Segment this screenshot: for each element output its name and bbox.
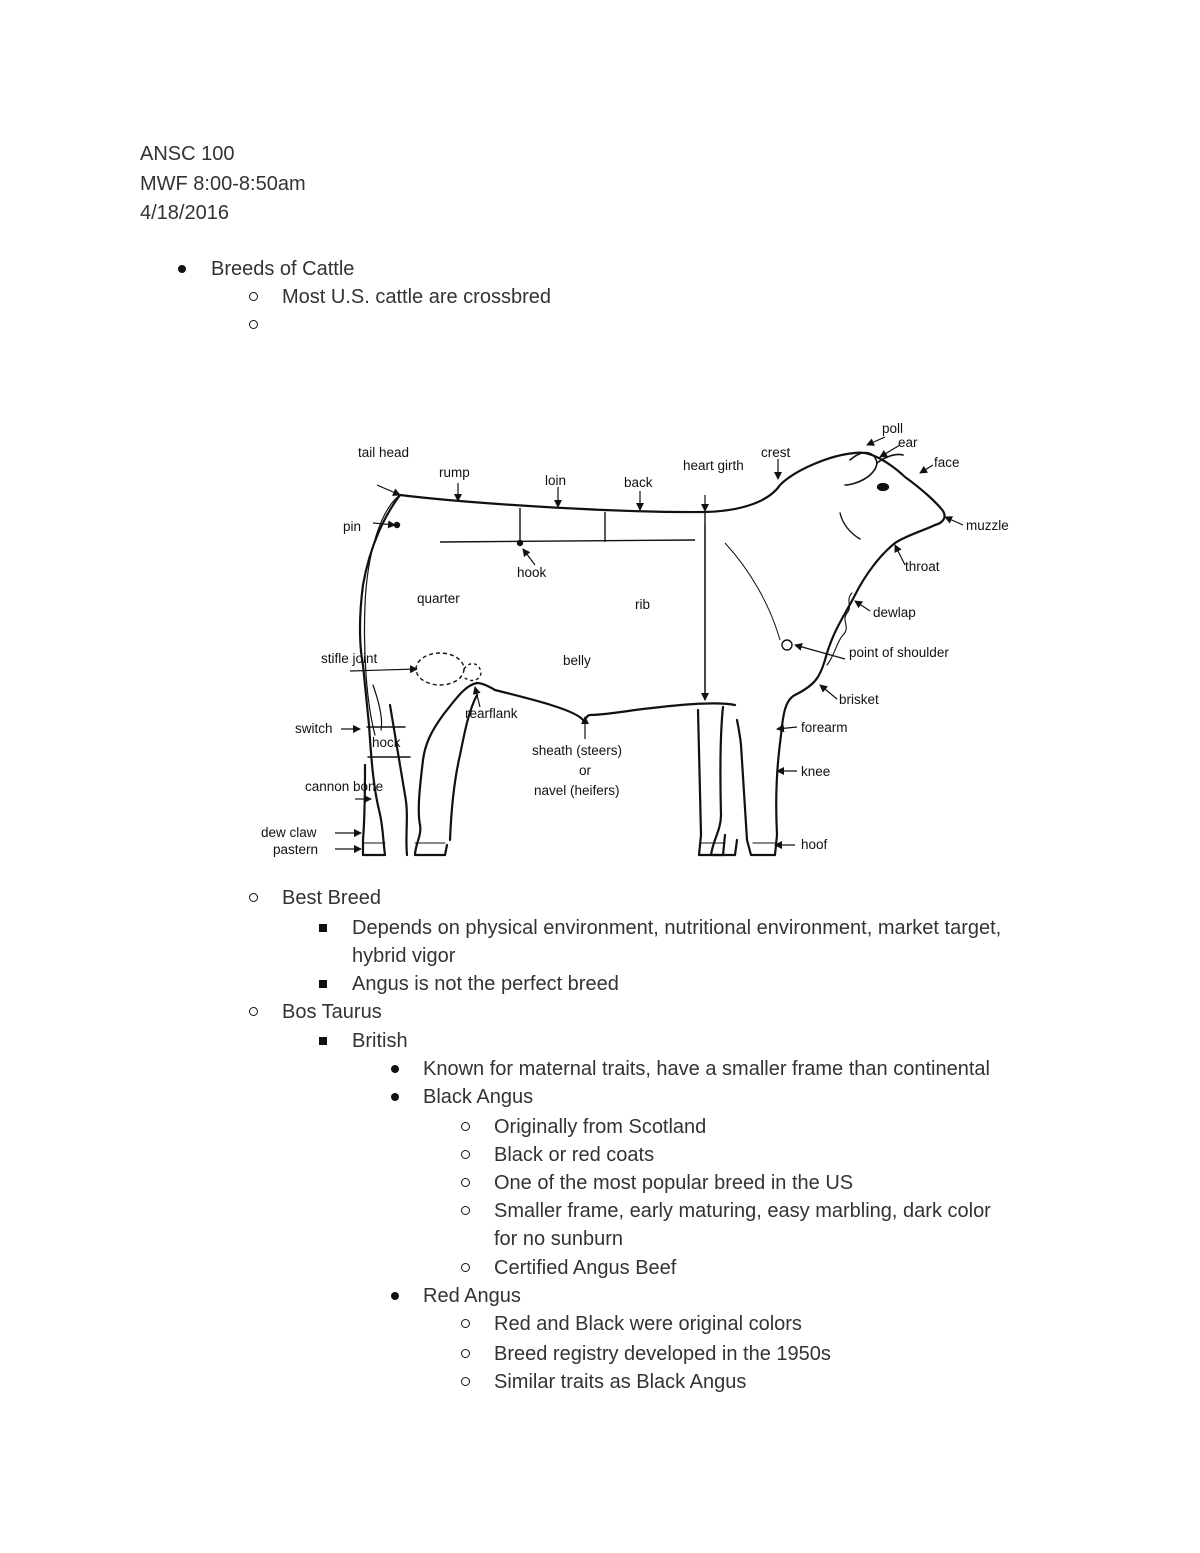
label-knee: knee — [801, 764, 831, 779]
label-forearm: forearm — [801, 720, 848, 735]
label-point-of-shoulder: point of shoulder — [849, 645, 949, 660]
course-code: ANSC 100 — [140, 143, 235, 165]
list-item-text: Originally from Scotland — [494, 1116, 707, 1138]
list-item-text: Black Angus — [423, 1086, 534, 1108]
label-stifle-joint: stifle joint — [321, 651, 378, 666]
circle-bullet-icon — [461, 1319, 470, 1328]
circle-bullet-icon — [461, 1178, 470, 1187]
label-rump: rump — [439, 465, 470, 480]
disc-bullet-icon — [391, 1065, 399, 1073]
list-item-text: Smaller frame, early maturing, easy marbling, dark color — [494, 1200, 991, 1222]
list-item-text: Known for maternal traits, have a smaller frame than continental — [423, 1058, 990, 1080]
label-poll: poll — [882, 421, 904, 436]
circle-bullet-icon — [461, 1377, 470, 1386]
circle-bullet-icon — [461, 1206, 470, 1215]
list-item-text: hybrid vigor — [352, 945, 456, 967]
label-or: or — [579, 763, 592, 778]
label-quarter: quarter — [417, 591, 460, 606]
label-dewlap: dewlap — [873, 605, 916, 620]
label-dew-claw: dew claw — [261, 825, 317, 840]
square-bullet-icon — [319, 980, 327, 988]
class-schedule: MWF 8:00-8:50am — [140, 172, 306, 195]
list-item-text: Most U.S. cattle are crossbred — [282, 286, 551, 308]
label-rib: rib — [635, 597, 651, 612]
list-item-text: Depends on physical environment, nutritional environment, market target, — [352, 917, 1002, 939]
square-bullet-icon — [319, 924, 327, 932]
list-item-text: for no sunburn — [494, 1228, 623, 1250]
label-face: face — [934, 455, 960, 470]
list-item-text: British — [352, 1030, 408, 1052]
list-item-text: Best Breed — [282, 887, 381, 909]
list-item-text: Angus is not the perfect breed — [352, 973, 619, 995]
circle-bullet-icon — [461, 1122, 470, 1131]
label-back: back — [624, 475, 653, 490]
label-crest: crest — [761, 445, 791, 460]
list-item-text: Similar traits as Black Angus — [494, 1371, 747, 1393]
label-pin: pin — [343, 519, 362, 534]
cattle-anatomy-diagram — [255, 415, 1035, 870]
label-navel: navel (heifers) — [534, 783, 620, 798]
label-hook: hook — [517, 565, 547, 580]
list-item-text: Red Angus — [423, 1285, 521, 1307]
label-muzzle: muzzle — [966, 518, 1009, 533]
label-rearflank: rearflank — [465, 706, 518, 721]
circle-bullet-icon — [249, 320, 258, 329]
list-item-text: Certified Angus Beef — [494, 1257, 677, 1279]
document-header — [140, 140, 306, 229]
list-item-text: Breeds of Cattle — [211, 258, 355, 280]
circle-bullet-icon — [249, 893, 258, 902]
list-item-text: Bos Taurus — [282, 1001, 382, 1023]
square-bullet-icon — [319, 1037, 327, 1045]
list-item-text: Black or red coats — [494, 1144, 655, 1166]
list-item-text: Red and Black were original colors — [494, 1313, 802, 1335]
label-hock: hock — [372, 735, 401, 750]
label-cannon-bone: cannon bone — [305, 779, 384, 794]
disc-bullet-icon — [391, 1093, 399, 1101]
disc-bullet-icon — [178, 265, 186, 273]
label-hoof: hoof — [801, 837, 828, 852]
circle-bullet-icon — [249, 292, 258, 301]
label-ear: ear — [898, 435, 918, 450]
label-throat: throat — [905, 559, 940, 574]
note-date: 4/18/2016 — [140, 202, 229, 224]
label-loin: loin — [545, 473, 567, 488]
label-switch: switch — [295, 721, 333, 736]
label-pastern: pastern — [273, 842, 319, 857]
circle-bullet-icon — [461, 1263, 470, 1272]
list-item-text: One of the most popular breed in the US — [494, 1172, 854, 1194]
circle-bullet-icon — [249, 1007, 258, 1016]
label-sheath: sheath (steers) — [532, 743, 623, 758]
disc-bullet-icon — [391, 1292, 399, 1300]
list-item-text: Breed registry developed in the 1950s — [494, 1343, 831, 1365]
circle-bullet-icon — [461, 1349, 470, 1358]
circle-bullet-icon — [461, 1150, 470, 1159]
diagram-labels — [261, 421, 1009, 857]
label-belly: belly — [563, 653, 591, 668]
label-brisket: brisket — [839, 692, 879, 707]
label-tail-head: tail head — [358, 445, 410, 460]
label-heart-girth: heart girth — [683, 458, 744, 473]
